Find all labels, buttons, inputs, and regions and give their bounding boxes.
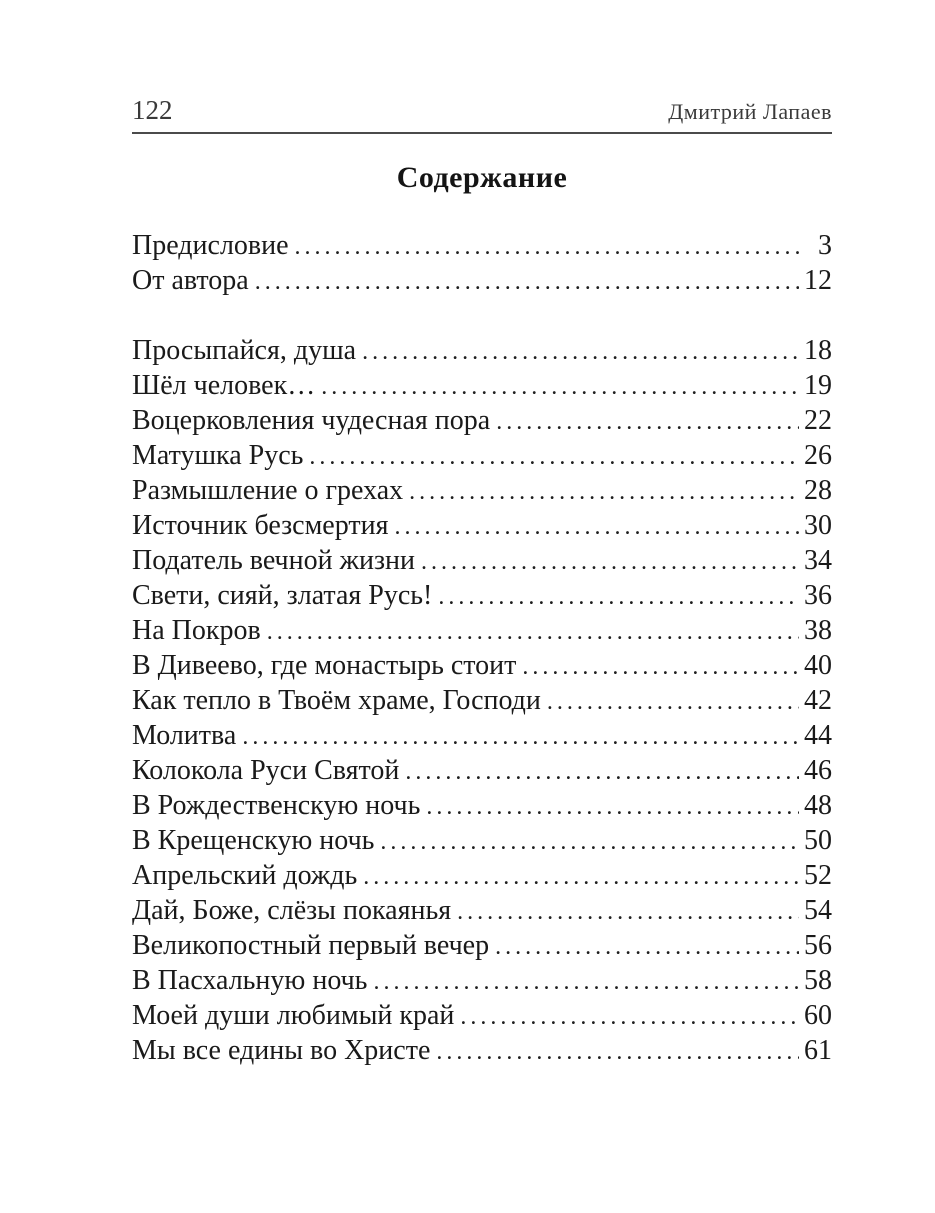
toc-entry-title: Как тепло в Твоём храме, Господи (132, 685, 541, 716)
toc-leader-dots (267, 613, 799, 650)
toc-entry-page: 46 (804, 755, 832, 786)
toc-entry-page: 50 (804, 825, 832, 856)
toc-entry-title: Источник безсмертия (132, 510, 389, 541)
toc-entry-title: Молитва (132, 720, 237, 751)
toc-entry-title: Предисловие (132, 230, 289, 261)
header-page-number: 122 (132, 95, 173, 125)
toc-entry-page: 48 (804, 790, 832, 821)
toc-row (132, 823, 832, 858)
toc-row (132, 508, 832, 543)
toc-leader-dots (421, 543, 799, 580)
toc-leader-dots (394, 508, 799, 545)
toc-leader-dots (547, 683, 799, 720)
toc-entry-page: 56 (804, 930, 832, 961)
toc-row (132, 753, 832, 788)
toc-entry-page: 44 (804, 720, 832, 751)
toc-entry-title: Великопостный первый вечер (132, 930, 490, 961)
toc-row (132, 578, 832, 613)
toc-leader-dots (362, 333, 799, 370)
toc-entry-page: 60 (804, 1000, 832, 1031)
toc-entry-title: Размышление о грехах (132, 475, 404, 506)
toc-entry-title: Колокола Руси Святой (132, 755, 400, 786)
toc-leader-dots (295, 228, 799, 265)
toc-row (132, 928, 832, 963)
toc-entry-page: 3 (818, 230, 832, 261)
toc-leader-dots (405, 753, 799, 790)
toc-leader-dots (255, 263, 799, 300)
toc-row (132, 718, 832, 753)
toc-leader-dots (496, 403, 799, 440)
toc-entry-page: 61 (804, 1035, 832, 1066)
toc-row (132, 788, 832, 823)
toc-row (132, 963, 832, 998)
toc-entry-page: 58 (804, 965, 832, 996)
toc-entry-page: 18 (804, 335, 832, 366)
toc-entry-title: В Крещенскую ночь (132, 825, 375, 856)
toc-row (132, 228, 832, 263)
toc-leader-dots (522, 648, 799, 685)
toc-entry-page: 28 (804, 475, 832, 506)
toc-row (132, 473, 832, 508)
toc-entry-page: 19 (804, 370, 832, 401)
toc-entry-page: 22 (804, 405, 832, 436)
toc-leader-dots (409, 473, 799, 510)
toc-row (132, 333, 832, 368)
toc-entry-title: В Пасхальную ночь (132, 965, 368, 996)
toc-row (132, 893, 832, 928)
toc-row (132, 683, 832, 718)
toc-row (132, 998, 832, 1033)
toc-leader-dots (460, 998, 799, 1035)
toc-leader-dots (363, 858, 799, 895)
header-author-name: Дмитрий Лапаев (668, 99, 832, 124)
toc-leader-dots (436, 1033, 799, 1070)
toc-row (132, 613, 832, 648)
toc-entry-page: 52 (804, 860, 832, 891)
toc-leader-dots (457, 893, 799, 930)
toc-leader-dots (426, 788, 799, 825)
toc-entry-page: 34 (804, 545, 832, 576)
toc-row (132, 1033, 832, 1068)
toc-entry-page: 54 (804, 895, 832, 926)
toc-entry-title: В Рождественскую ночь (132, 790, 421, 821)
toc-entry-page: 36 (804, 580, 832, 611)
toc-row (132, 648, 832, 683)
toc-entry-page: 38 (804, 615, 832, 646)
toc-entry-page: 12 (804, 265, 832, 296)
toc-row (132, 263, 832, 298)
toc-entry-title: Матушка Русь (132, 440, 304, 471)
toc-entry-title: Воцерковления чудесная пора (132, 405, 491, 436)
toc-section-poems (132, 333, 832, 1068)
toc-entry-title: Свети, сияй, златая Русь! (132, 580, 433, 611)
toc-entry-title: Моей души любимый край (132, 1000, 455, 1031)
toc-entry-page: 26 (804, 440, 832, 471)
toc-entry-title: Просыпайся, душа (132, 335, 357, 366)
toc-entry-title: Мы все едины во Христе (132, 1035, 431, 1066)
toc-leader-dots (242, 718, 799, 755)
toc-section-front-matter (132, 228, 832, 298)
toc-leader-dots (373, 963, 799, 1000)
toc-entry-page: 42 (804, 685, 832, 716)
page-content (132, 96, 832, 1068)
toc-row (132, 438, 832, 473)
toc-list (132, 228, 832, 1068)
toc-entry-title: В Дивеево, где монастырь стоит (132, 650, 517, 681)
toc-leader-dots (495, 928, 799, 965)
toc-entry-title: Шёл человек… (132, 370, 316, 401)
toc-entry-title: От автора (132, 265, 249, 296)
toc-entry-title: Апрельский дождь (132, 860, 358, 891)
toc-leader-dots (321, 368, 799, 405)
toc-title: Содержание (396, 161, 568, 194)
toc-leader-dots (438, 578, 799, 615)
toc-leader-dots (309, 438, 799, 475)
toc-entry-page: 40 (804, 650, 832, 681)
toc-entry-page: 30 (804, 510, 832, 541)
toc-entry-title: Податель вечной жизни (132, 545, 415, 576)
toc-row (132, 543, 832, 578)
toc-entry-title: На Покров (132, 615, 261, 646)
toc-row (132, 858, 832, 893)
toc-row (132, 403, 832, 438)
toc-row (132, 368, 832, 403)
toc-leader-dots (380, 823, 799, 860)
toc-entry-title: Дай, Боже, слёзы покаянья (132, 895, 452, 926)
running-header (132, 96, 832, 134)
